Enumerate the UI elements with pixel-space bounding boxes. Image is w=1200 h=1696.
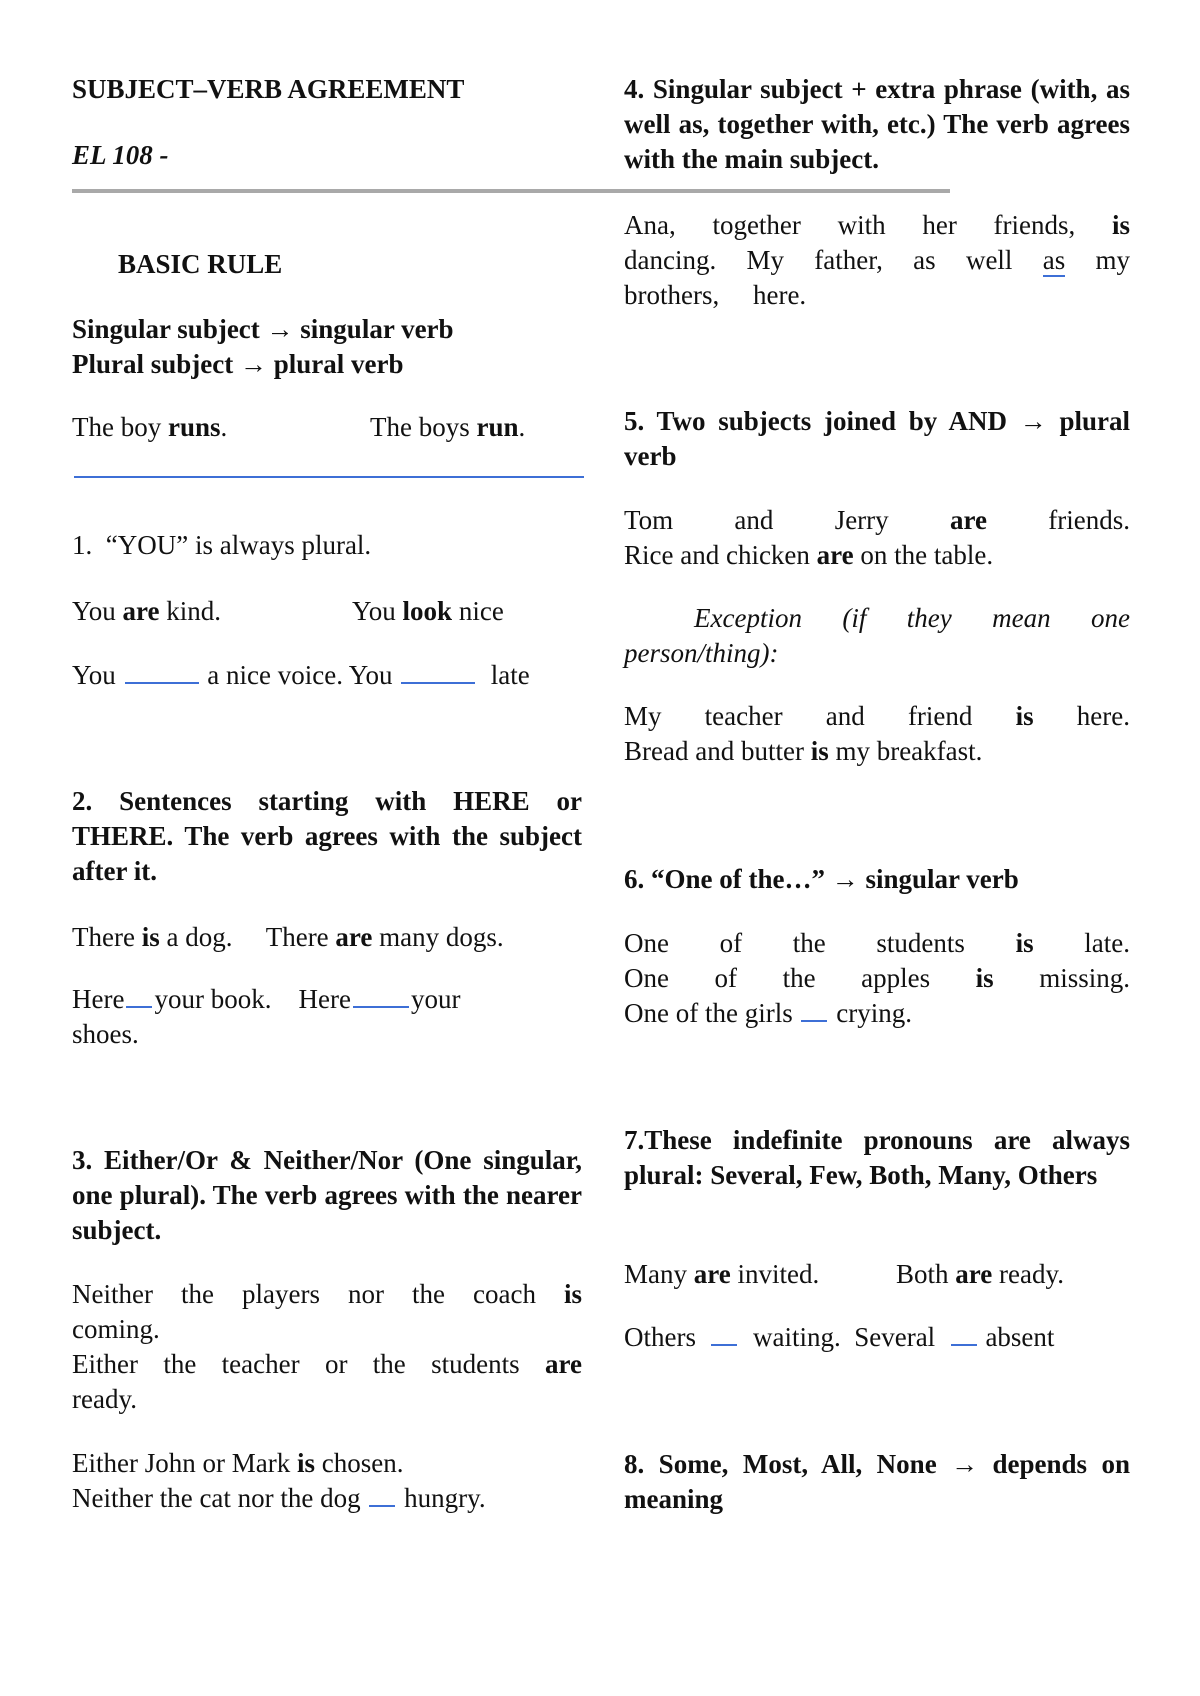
rule-8-heading: 8. Some, Most, All, None → depends on meaning	[624, 1449, 1130, 1514]
rule-3-example-2-cont: ready.	[72, 1384, 137, 1414]
rule-6-practice: One of the girls crying.	[624, 998, 912, 1028]
rule-7-example-1: Many are invited.	[624, 1259, 820, 1289]
rule-4-heading: 4. Singular subject + extra phrase (with, as well as, together with, etc.) The verb agrees with the main subject.	[624, 74, 1130, 174]
rule-4-example-1: Ana, together with her friends, is	[624, 210, 1130, 240]
rule-4-example-2-cont: brothers, here.	[624, 280, 807, 310]
header-divider	[72, 189, 950, 193]
basic-rule-line-1: Singular subject → singular verb	[72, 314, 454, 344]
page-title: SUBJECT–VERB AGREEMENT	[72, 74, 465, 104]
basic-rule-heading: BASIC RULE	[118, 249, 283, 279]
rule-5-example-1: Tom and Jerry are friends.	[624, 505, 1130, 535]
rule-2-practice: Here your book. Here your	[72, 984, 461, 1014]
rule-3-example-2: Either the teacher or the students are	[72, 1349, 582, 1379]
rule-6-example-1: One of the students is late.	[624, 928, 1130, 958]
fill-blank[interactable]	[401, 660, 475, 684]
rule-2-examples: There is a dog. There are many dogs.	[72, 922, 504, 952]
rule-3-example-1-cont: coming.	[72, 1314, 160, 1344]
rule-4-example-2: dancing. My father, as well as my	[624, 245, 1131, 275]
rule-5-example-3: My teacher and friend is here.	[624, 701, 1130, 731]
rule-3-example-1: Neither the players nor the coach is	[72, 1279, 582, 1309]
rule-3-heading: 3. Either/Or & Neither/Nor (One singular, one plural). The verb agrees with the nearer subject.	[72, 1145, 582, 1245]
rule-1-heading: 1. “YOU” is always plural.	[72, 530, 372, 560]
rule-2-heading: 2. Sentences starting with HERE or THERE. The verb agrees with the subject after it.	[72, 786, 582, 886]
fill-blank[interactable]	[951, 1322, 977, 1346]
fill-blank[interactable]	[353, 984, 409, 1008]
rule-6-example-2: One of the apples is missing.	[624, 963, 1130, 993]
course-code: EL 108 -	[72, 140, 169, 170]
rule-5-example-2: Rice and chicken are on the table.	[624, 540, 994, 570]
basic-example-1: The boy runs.	[72, 412, 228, 442]
rule-3-example-3: Either John or Mark is chosen.	[72, 1448, 404, 1478]
rule-1-practice: You a nice voice. You late	[72, 660, 530, 690]
rule-6-heading: 6. “One of the…” → singular verb	[624, 864, 1019, 894]
rule-1-example-2: You look nice	[352, 596, 504, 626]
fill-blank[interactable]	[125, 660, 199, 684]
rule-7-practice: Others waiting. Several absent	[624, 1322, 1055, 1352]
basic-rule-divider	[74, 476, 584, 478]
fill-blank[interactable]	[711, 1322, 737, 1346]
rule-7-heading: 7.These indefinite pronouns are always plural: Several, Few, Both, Many, Others	[624, 1125, 1130, 1190]
rule-3-practice: Neither the cat nor the dog hungry.	[72, 1483, 486, 1513]
rule-2-practice-cont: shoes.	[72, 1019, 139, 1049]
rule-7-example-2: Both are ready.	[896, 1259, 1064, 1289]
rule-5-heading: 5. Two subjects joined by AND → plural verb	[624, 406, 1130, 471]
rule-1-example-1: You are kind.	[72, 596, 222, 626]
fill-blank[interactable]	[801, 998, 827, 1022]
basic-rule-line-2: Plural subject → plural verb	[72, 349, 404, 379]
fill-blank[interactable]	[369, 1483, 395, 1507]
fill-blank[interactable]	[126, 984, 152, 1008]
basic-example-2: The boys run.	[370, 412, 526, 442]
underlined-word: as	[1042, 245, 1066, 275]
rule-5-exception: Exception (if they mean one person/thing):	[624, 603, 1130, 668]
rule-5-example-4: Bread and butter is my breakfast.	[624, 736, 983, 766]
